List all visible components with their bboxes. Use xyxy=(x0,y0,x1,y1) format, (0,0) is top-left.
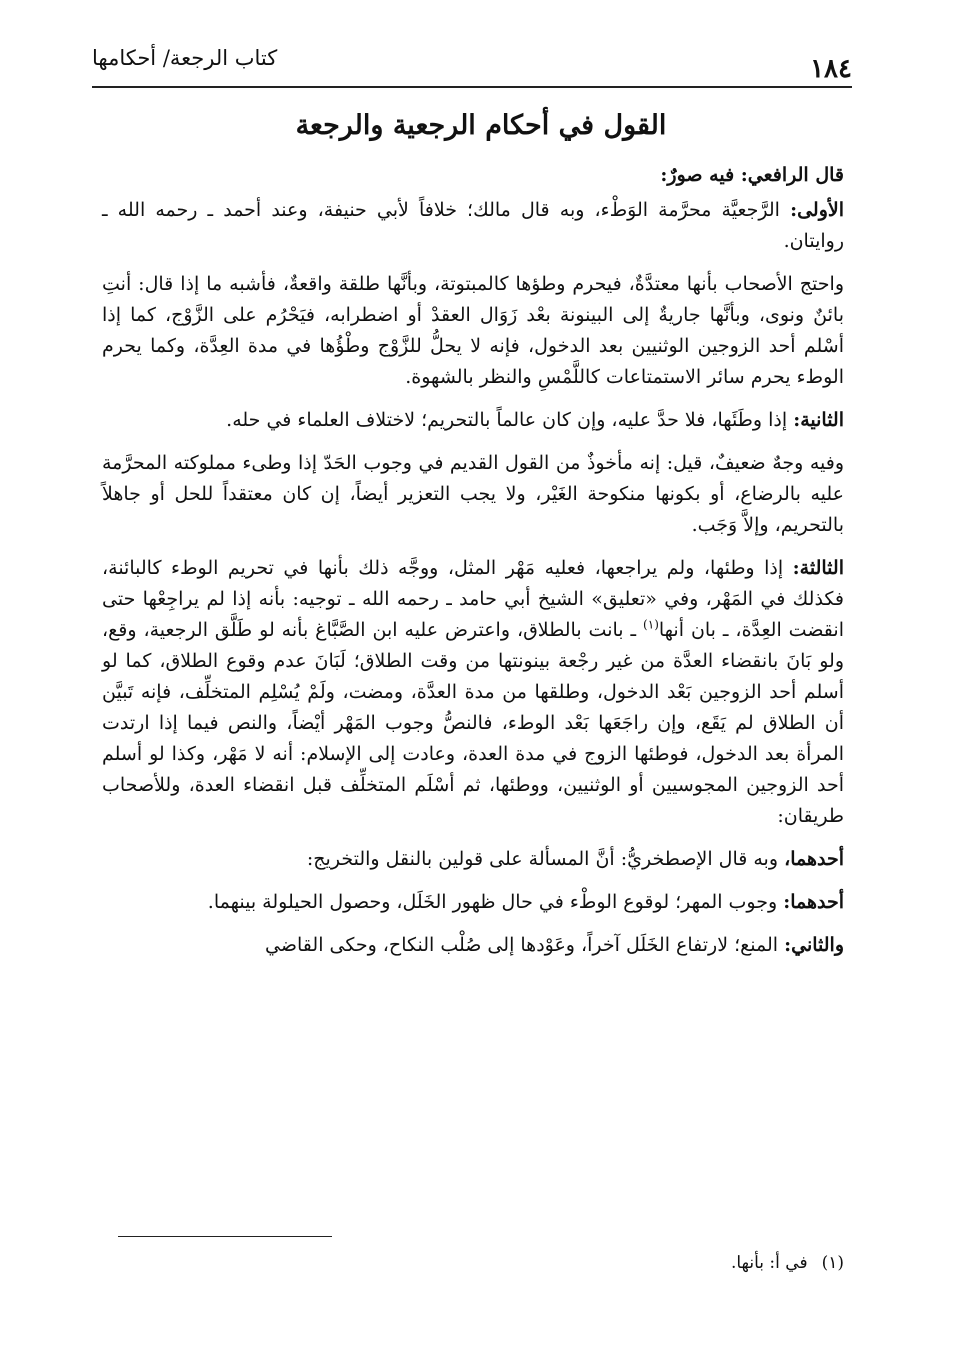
paragraph-first-view xyxy=(102,887,844,918)
paragraph-text: وجوب المهر؛ لوقوع الوطْء في حال ظهور الخَلَل، وحصول الحيلولة بينهما. xyxy=(207,891,784,913)
paragraph-text: إذا وطئها، ولم يراجعها، فعليه مَهْر المثل، ووجَّه ذلك بأنها في تحريم الوطء كالبائنة، فكذلك في المَهْر، وفي «تعليق» الشيخ أبي حامد ـ رحمه الله ـ توجيه: بأنه إذا لم يراجِعْها حتى انقضت العِدَّة، ـ بان أنها xyxy=(102,557,844,641)
paragraph-lead: أحدهما: xyxy=(783,891,844,913)
paragraph-lead: أحدهما، xyxy=(784,848,844,870)
footnote-divider xyxy=(118,1236,332,1237)
paragraph-argument xyxy=(102,269,844,393)
footnote-number: (١) xyxy=(821,1253,844,1273)
paragraph-first-path xyxy=(102,844,844,875)
paragraph-intro xyxy=(102,160,844,191)
paragraph-second-case xyxy=(102,405,844,436)
footnote-text: في أ: بأنها. xyxy=(730,1253,808,1273)
paragraph-text: واحتج الأصحاب بأنها معتدَّةٌ، فيحرم وطؤها كالمبتوتة، وبأنَّها طلقة واقعةٌ، فأشبه ما إذا قال: أنتِ بائنٌ ونوى، وبأنَّها جاريةٌ إلى البينونة بعْد زَوَال العقدْ أو اضطرابه، فيَحْرُم على الزَّوْج، كما إذا أسْلم أحد الزوجين الوثنيين بعد الدخول، فإنه لا يحلُّ للزَّوْج وطْؤُها في مدة العِدَّة، وكما يحرم الوطء يحرم سائر الاستمتاعات كاللَّمْسِ والنظر بالشهوة. xyxy=(102,273,844,388)
paragraph-third-case xyxy=(102,553,844,832)
paragraph-text: المنع؛ لارتفاع الخَلَل آخراً، وعَوْدها إلى صُلْب النكاح، وحكى القاضي xyxy=(265,934,785,956)
paragraph-text: ـ بانت بالطلاق، واعترض عليه ابن الصَّبَّاغ بأنه لو طَلَّق الرجعية، وقع، ولو بَانَ بانقضاء العدَّة من غير رجْعة بينونتها من وقت الطلاق؛ لَبَانَ عدم وقوع الطلاق، كما لو أسلم أحد الزوجين بَعْد الدخول، وطلقها من مدة العدَّة، ومضت، ولَمْ يُسْلِم المتخلِّف، فإنه تَبيَّن أن الطلاق لم يَقَع، وإن راجَعَها بَعْد الوطء، فالنصُّ وجوب المَهْر أيْضاً، والنص فيما إذا ارتدت المرأة بعد الدخول، فوطئها الزوج في مدة العدة، وعادت إلى الإسلام: أنه لا مَهْر، وكذا لو أسلم أحد الزوجين المجوسيين أو الوثنيين، ووطئها، ثم أسْلَم المتخلِّف قبل انقضاء العدة، وللأصحاب طريقان: xyxy=(102,619,844,827)
paragraph-text: وبه قال الإصطخريُّ: أنَّ المسألة على قولين بالنقل والتخريج: xyxy=(306,848,785,870)
paragraph-lead: الثانية: xyxy=(793,409,844,431)
paragraph-weak-view xyxy=(102,448,844,541)
paragraph-lead: الثالثة: xyxy=(792,557,844,579)
book-title: كتاب الرجعة/ أحكامها xyxy=(92,46,278,70)
paragraph-lead: والثاني: xyxy=(784,934,844,956)
paragraph-text: وفيه وجهٌ ضعيفٌ، قيل: إنه مأخوذٌ من القول القديم في وجوب الحَدّ إذا وطىء مملوكته المحرَّمة عليه بالرضاع، أو بكونها منكوحة الغَيْر، ولا يجب التعزير أيضاً، إن كان معتقداً للحل أو جاهلاً بالتحريم، وإلاَّ وَجَب. xyxy=(102,452,844,536)
footnote-reference[interactable]: (١) xyxy=(643,617,659,632)
paragraph-text: إذا وطَئَها، فلا حدَّ عليه، وإن كان عالماً بالتحريم؛ لاختلاف العلماء في حله. xyxy=(226,409,794,431)
paragraph-text: الرَّجعيَّة محرَّمة الوَطْء، وبه قال مالك؛ خلافاً لأبي حنيفة، وعند أحمد ـ رحمه الله ـ روايتان. xyxy=(102,199,844,252)
paragraph-lead: قال الرافعي: فيه صورٌ: xyxy=(660,164,844,186)
paragraph-first-case xyxy=(102,195,844,257)
chapter-title: القول في أحكام الرجعية والرجعة xyxy=(295,110,667,141)
body-text xyxy=(102,160,844,973)
running-header xyxy=(92,40,852,88)
footnote xyxy=(102,1250,844,1276)
page-number: ١٨٤ xyxy=(810,54,852,84)
paragraph-second-view xyxy=(102,930,844,961)
paragraph-lead: الأولى: xyxy=(790,199,844,221)
